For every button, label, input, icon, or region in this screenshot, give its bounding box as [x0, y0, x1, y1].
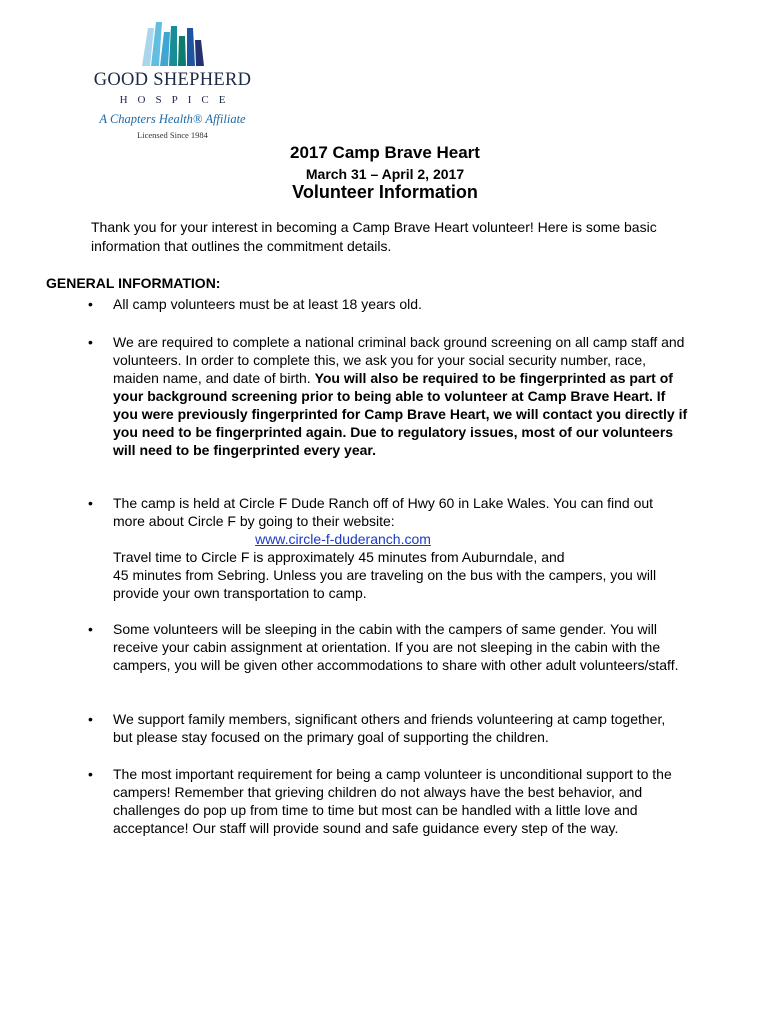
list-item-text: We are required to complete a national criminal back ground screening on all camp staff and volunteers. In order to complete this, we ask you for your social security number, race, maiden name, and date of birth. [113, 334, 685, 386]
list-item [88, 620, 688, 674]
logo-name: GOOD SHEPHERD [93, 70, 252, 90]
list-item-text: Some volunteers will be sleeping in the cabin with the campers of same gender. You will receive your cabin assignment at orientation. If you are not sleeping in the cabin with the campers, you will be given other accommodations to share with other adult volunteers/staff. [113, 621, 679, 673]
bullet-icon: • [88, 495, 93, 511]
list-item-text: We support family members, significant others and friends volunteering at camp together, but please stay focused on the primary goal of supporting the children. [113, 711, 666, 745]
document-title: 2017 Camp Brave Heart [290, 143, 480, 162]
bullet-icon: • [88, 334, 93, 350]
list-item [88, 333, 688, 459]
section-heading: GENERAL INFORMATION: [46, 275, 221, 291]
list-item-text: Travel time to Circle F is approximately 45 minutes from Auburndale, and [113, 549, 565, 565]
bullet-icon: • [88, 711, 93, 727]
logo-bars-icon [140, 18, 210, 66]
list-item [88, 765, 688, 837]
list-item-bold-text: You will also be required to be fingerprinted as part of your background screening prior to being able to volunteer at Camp Brave Heart. If you were previously fingerprinted for Camp Brave Heart, we will contact you directly if you need to be fingerprinted again. Due to regulatory issues, most of our volunteers will need to be fingerprinted every year. [113, 370, 688, 458]
logo-subtitle: HOSPICE [119, 94, 236, 106]
event-dates: March 31 – April 2, 2017 [305, 166, 465, 182]
bullet-icon: • [88, 766, 93, 782]
bullet-icon: • [88, 296, 93, 312]
list-item [88, 295, 688, 313]
logo-license: Licensed Since 1984 [137, 130, 208, 140]
website-link[interactable]: www.circle-f-duderanch.com [255, 531, 431, 547]
list-item [88, 710, 688, 746]
logo-tagline: A Chapters Health® Affiliate [99, 112, 246, 126]
list-item-text: The camp is held at Circle F Dude Ranch off of Hwy 60 in Lake Wales. You can find out more about Circle F by going to their website: [113, 495, 654, 529]
list-item [88, 494, 688, 602]
list-item-text: The most important requirement for being a camp volunteer is unconditional support to the campers! Remember that grieving children do not always have the best behavior, and challenges do pop up from time to time but most can be handled with a little love and acceptance! Our staff will provide sound and safe guidance every step of the way. [113, 766, 672, 836]
list-item-text: 45 minutes from Sebring. Unless you are traveling on the bus with the campers, you will provide your own transportation to camp. [113, 567, 657, 601]
bullet-icon: • [88, 621, 93, 637]
list-item-text: All camp volunteers must be at least 18 years old. [113, 296, 422, 312]
intro-paragraph: Thank you for your interest in becoming a Camp Brave Heart volunteer! Here is some basic information that outlines the commitment details. [91, 219, 657, 254]
document-subtitle: Volunteer Information [292, 182, 478, 202]
good-shepherd-logo [80, 18, 265, 146]
